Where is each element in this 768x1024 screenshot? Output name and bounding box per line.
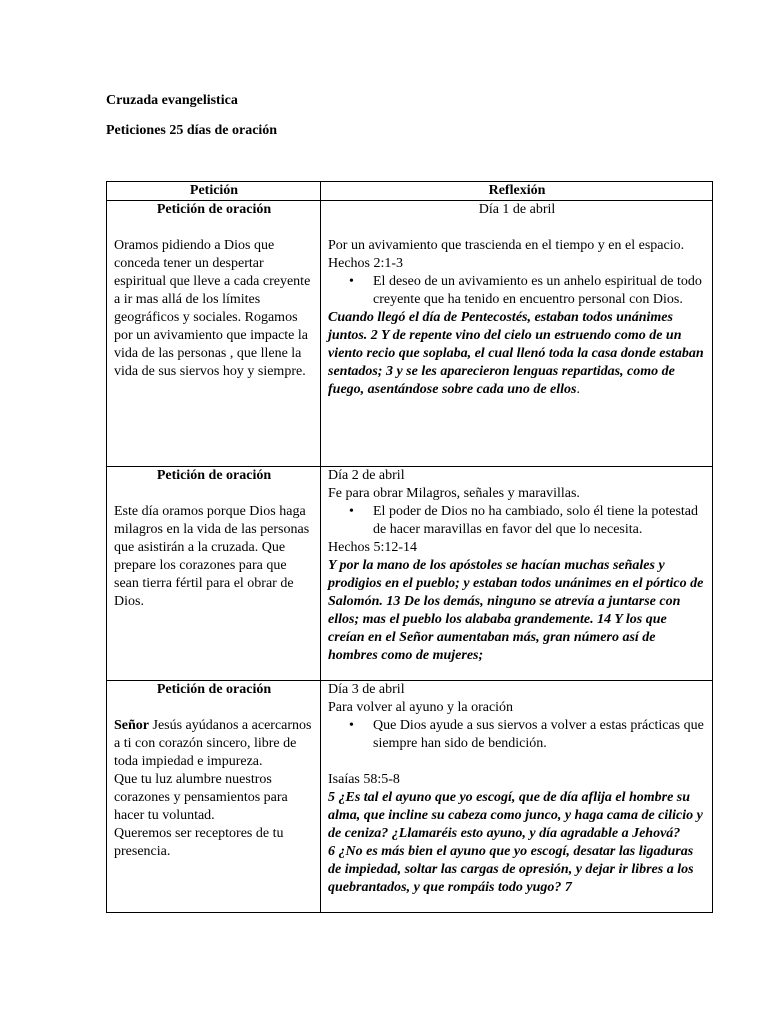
prayer-table xyxy=(106,181,713,913)
document-title: Cruzada evangelistica xyxy=(106,93,238,108)
column-header-peticion: Petición xyxy=(107,182,321,201)
bible-reference: Hechos 2:1-3 xyxy=(328,256,404,271)
table-row xyxy=(107,201,713,467)
reflexion-theme: Fe para obrar Milagros, señales y maravillas. xyxy=(328,486,580,501)
peticion-heading: Petición de oración xyxy=(156,202,272,217)
reflexion-theme: Para volver al ayuno y la oración xyxy=(328,700,514,715)
table-row xyxy=(107,467,713,681)
bullet-item: • El poder de Dios no ha cambiado, solo él tiene la potestad de hacer maravillas en favor del que lo necesita. xyxy=(373,503,706,539)
reflexion-cell xyxy=(321,681,713,913)
day-label: Día 2 de abril xyxy=(328,468,405,483)
peticion-text: Este día oramos porque Dios haga milagros en la vida de las personas que asistirán a la cruzada. Que prepare los corazones para que sean tierra fértil para el obrar de Dios. xyxy=(114,504,310,609)
bullet-list xyxy=(328,503,706,539)
peticion-text: Oramos pidiendo a Dios que conceda tener un despertar espiritual que lleve a cada creyente a ir mas allá de los límites geográficos y sociales. Rogamos por un avivamiento que impacte la vida de las personas , que llene la vida de sus siervos hoy y siempre. xyxy=(114,238,311,379)
bullet-list xyxy=(328,273,706,309)
day-label: Día 3 de abril xyxy=(328,682,405,697)
bible-verse: 6 ¿No es más bien el ayuno que yo escogí, desatar las ligaduras de impiedad, soltar las cargas de opresión, y dejar ir libres a los quebrantados, y que rompáis todo yugo? 7 xyxy=(328,844,694,895)
table-row xyxy=(107,681,713,913)
day-label: Día 1 de abril xyxy=(478,202,556,217)
bible-verse: Cuando llegó el día de Pentecostés, estaban todos unánimes juntos. 2 Y de repente vino del cielo un estruendo como de un viento recio que soplaba, el cual llenó toda la casa donde estaban sentados; 3 y se les aparecieron lenguas repartidas, como de fuego, asentándose sobre cada uno de ellos xyxy=(328,310,704,397)
reflexion-cell xyxy=(321,201,713,467)
peticion-heading: Petición de oración xyxy=(156,468,272,483)
bible-reference: Isaías 58:5-8 xyxy=(328,772,400,787)
document-subtitle: Peticiones 25 días de oración xyxy=(106,123,278,138)
column-header-reflexion: Reflexión xyxy=(321,182,713,201)
peticion-bold-word: Señor xyxy=(114,718,149,733)
peticion-text: Jesús ayúdanos a acercarnos a ti con corazón sincero, libre de toda impiedad e impureza. xyxy=(114,718,312,769)
peticion-cell xyxy=(107,467,321,681)
peticion-text: Queremos ser receptores de tu presencia. xyxy=(114,826,284,859)
bullet-item: • Que Dios ayude a sus siervos a volver a estas prácticas que siempre han sido de bendición. xyxy=(373,717,706,753)
reflexion-cell xyxy=(321,467,713,681)
bullet-list xyxy=(328,717,706,753)
bible-reference: Hechos 5:12-14 xyxy=(328,540,418,555)
peticion-text: Que tu luz alumbre nuestros corazones y pensamientos para hacer tu voluntad. xyxy=(114,772,288,823)
bullet-item: • El deseo de un avivamiento es un anhelo espiritual de todo creyente que ha tenido en encuentro personal con Dios. xyxy=(373,273,706,309)
table-header-row xyxy=(107,182,713,201)
bible-verse: Y por la mano de los apóstoles se hacían muchas señales y prodigios en el pueblo; y estaban todos unánimes en el pórtico de Salomón. 13 De los demás, ninguno se atrevía a juntarse con ellos; mas el pueblo los alababa grandemente. 14 Y los que creían en el Señor aumentaban más, gran número así de hombres como de mujeres; xyxy=(328,558,704,663)
bible-verse: 5 ¿Es tal el ayuno que yo escogí, que de día aflija el hombre su alma, que incline su cabeza como junco, y haga cama de cilicio y de ceniza? ¿Llamaréis esto ayuno, y día agradable a Jehová? xyxy=(328,790,703,841)
verse-end-punctuation: . xyxy=(576,382,580,397)
peticion-heading: Petición de oración xyxy=(156,682,272,697)
reflexion-theme: Por un avivamiento que trascienda en el tiempo y en el espacio. xyxy=(328,238,685,253)
peticion-cell xyxy=(107,681,321,913)
peticion-cell xyxy=(107,201,321,467)
